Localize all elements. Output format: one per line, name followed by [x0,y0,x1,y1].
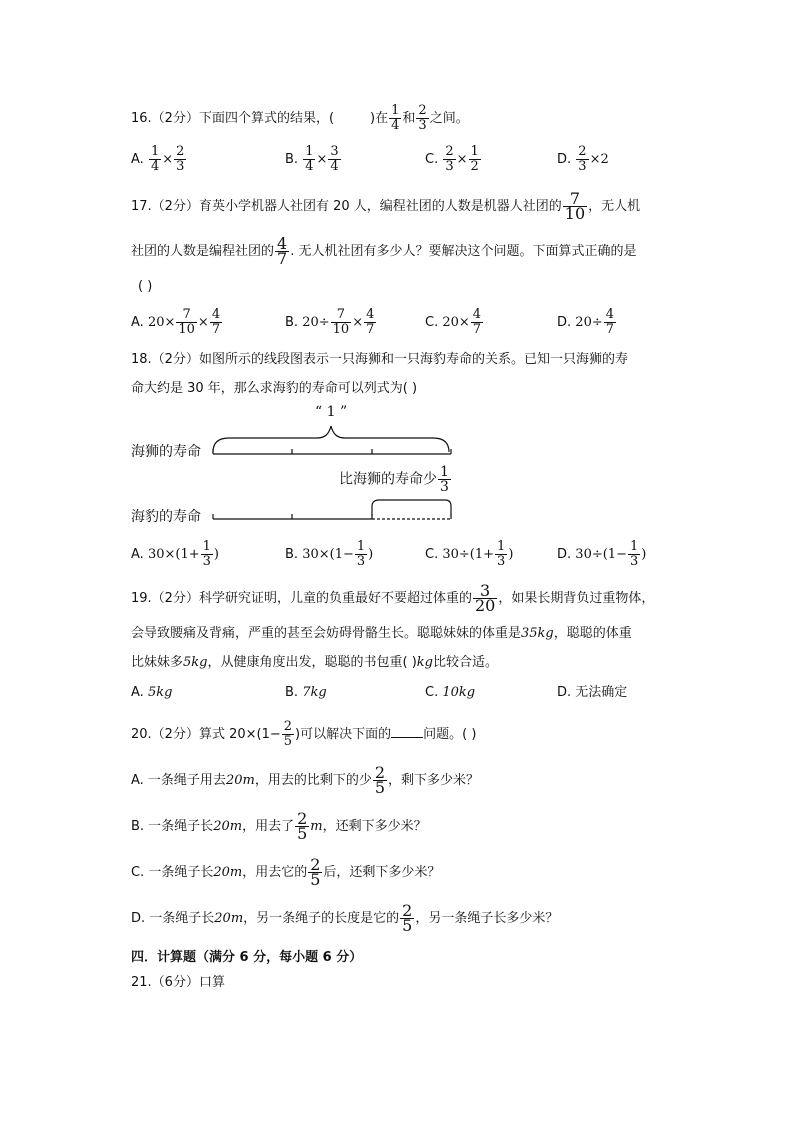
q16-option-c[interactable]: C. $\frac{2}{3}$ × $\frac{1}{2}$ [425,144,479,174]
q20-stem: 20.（2分）算式 20×(1− $\frac{2}{5}$ )可以解决下面的 问题。( ) [131,719,477,749]
fraction: $\frac{1}{4}$ [391,103,400,133]
q19-line3: 比妹妹多5kg，从健康角度出发，聪聪的书包重( )kg比较合适。 [131,655,498,670]
seal-lifespan-label: 海豹的寿命 [131,509,201,525]
unit-brace [213,426,449,452]
q17-option-c[interactable]: C. 20× $\frac{4}{7}$ [425,307,482,337]
q20-option-c[interactable]: C. 一条绳子长20m，用去它的 $\frac{2}{5}$ 后，还剩下多少米？ [131,855,441,889]
less-than-label: 比海狮的寿命少 $\frac{1}{3}$ [339,464,449,495]
fraction: $\frac{2}{3}$ [418,103,427,133]
segment-diagram [205,418,470,528]
q18-line1: 18.（2分）如图所示的线段图表示一只海狮和一只海豹寿命的关系。已知一只海狮的寿 [131,352,628,367]
q16-option-b[interactable]: B. $\frac{1}{4}$ × $\frac{3}{4}$ [285,144,339,174]
q18-option-b[interactable]: B. 30×(1− $\frac{1}{3}$ ) [285,539,374,569]
q17-paren: ( ) [138,279,153,294]
q19-line2: 会导致腰痛及背痛，严重的甚至会妨碍骨骼生长。聪聪妹妹的体重是35kg，聪聪的体重 [131,626,632,641]
unit-label: “ 1 ” [315,404,348,420]
q18-option-d[interactable]: D. 30÷(1− $\frac{1}{3}$ ) [557,539,647,569]
q18-option-a[interactable]: A. 30×(1+ $\frac{1}{3}$ ) [131,539,219,569]
q19-option-b[interactable]: B. 7kg [285,685,327,700]
section-4-title: 四．计算题（满分 6 分，每小题 6 分） [131,950,363,965]
q20-option-b[interactable]: B. 一条绳子长20m，用去了 $\frac{2}{5}$ m，还剩下多少米？ [131,809,427,843]
q16-option-d[interactable]: D. $\frac{2}{3}$ ×2 [557,144,609,174]
q16-option-a[interactable]: A. $\frac{1}{4}$ × $\frac{2}{3}$ [131,144,185,174]
q19-option-a[interactable]: A. 5kg [131,685,173,700]
q17-line1: 17.（2分）育英小学机器人社团有 20 人，编程社团的人数是机器人社团的 $\frac{7}{10}$ ，无人机 [131,189,641,223]
sea-lion-lifespan-label: 海狮的寿命 [131,444,201,460]
q19-option-c[interactable]: C. 10kg [425,685,476,700]
q17-line2: 社团的人数是编程社团的 $\frac{4}{7}$ . 无人机社团有多少人？要解决这个问题。下面算式正确的是 [131,234,637,268]
q19-option-d[interactable]: D. 无法确定 [557,685,628,700]
answer-blank[interactable] [391,725,423,738]
q17-option-d[interactable]: D. 20÷ $\frac{4}{7}$ [557,307,615,337]
q16-stem: 16.（2分）下面四个算式的结果，( )在 $\frac{1}{4}$ 和 $\frac{2}{3}$ 之间。 [131,103,469,133]
less-brace [372,500,451,516]
q20-option-a[interactable]: A. 一条绳子用去20m，用去的比剩下的少 $\frac{2}{5}$ ，剩下多少米？ [131,763,480,797]
q20-option-d[interactable]: D. 一条绳子长20m，另一条绳子的长度是它的 $\frac{2}{5}$ ，另一条绳子长多少米？ [131,901,559,935]
q18-option-c[interactable]: C. 30÷(1+ $\frac{1}{3}$ ) [425,539,514,569]
q18-line2: 命大约是 30 年，那么求海豹的寿命可以列式为( ) [131,381,418,396]
q21-stem: 21.（6分）口算 [131,975,225,990]
q17-option-a[interactable]: A. 20× $\frac{7}{10}$ × $\frac{4}{7}$ [131,307,221,337]
q19-line1: 19.（2分）科学研究证明，儿童的负重最好不要超过体重的 $\frac{3}{20}$ ，如果长期背负过重物体， [131,581,655,615]
q17-option-b[interactable]: B. 20÷ $\frac{7}{10}$ × $\frac{4}{7}$ [285,307,375,337]
